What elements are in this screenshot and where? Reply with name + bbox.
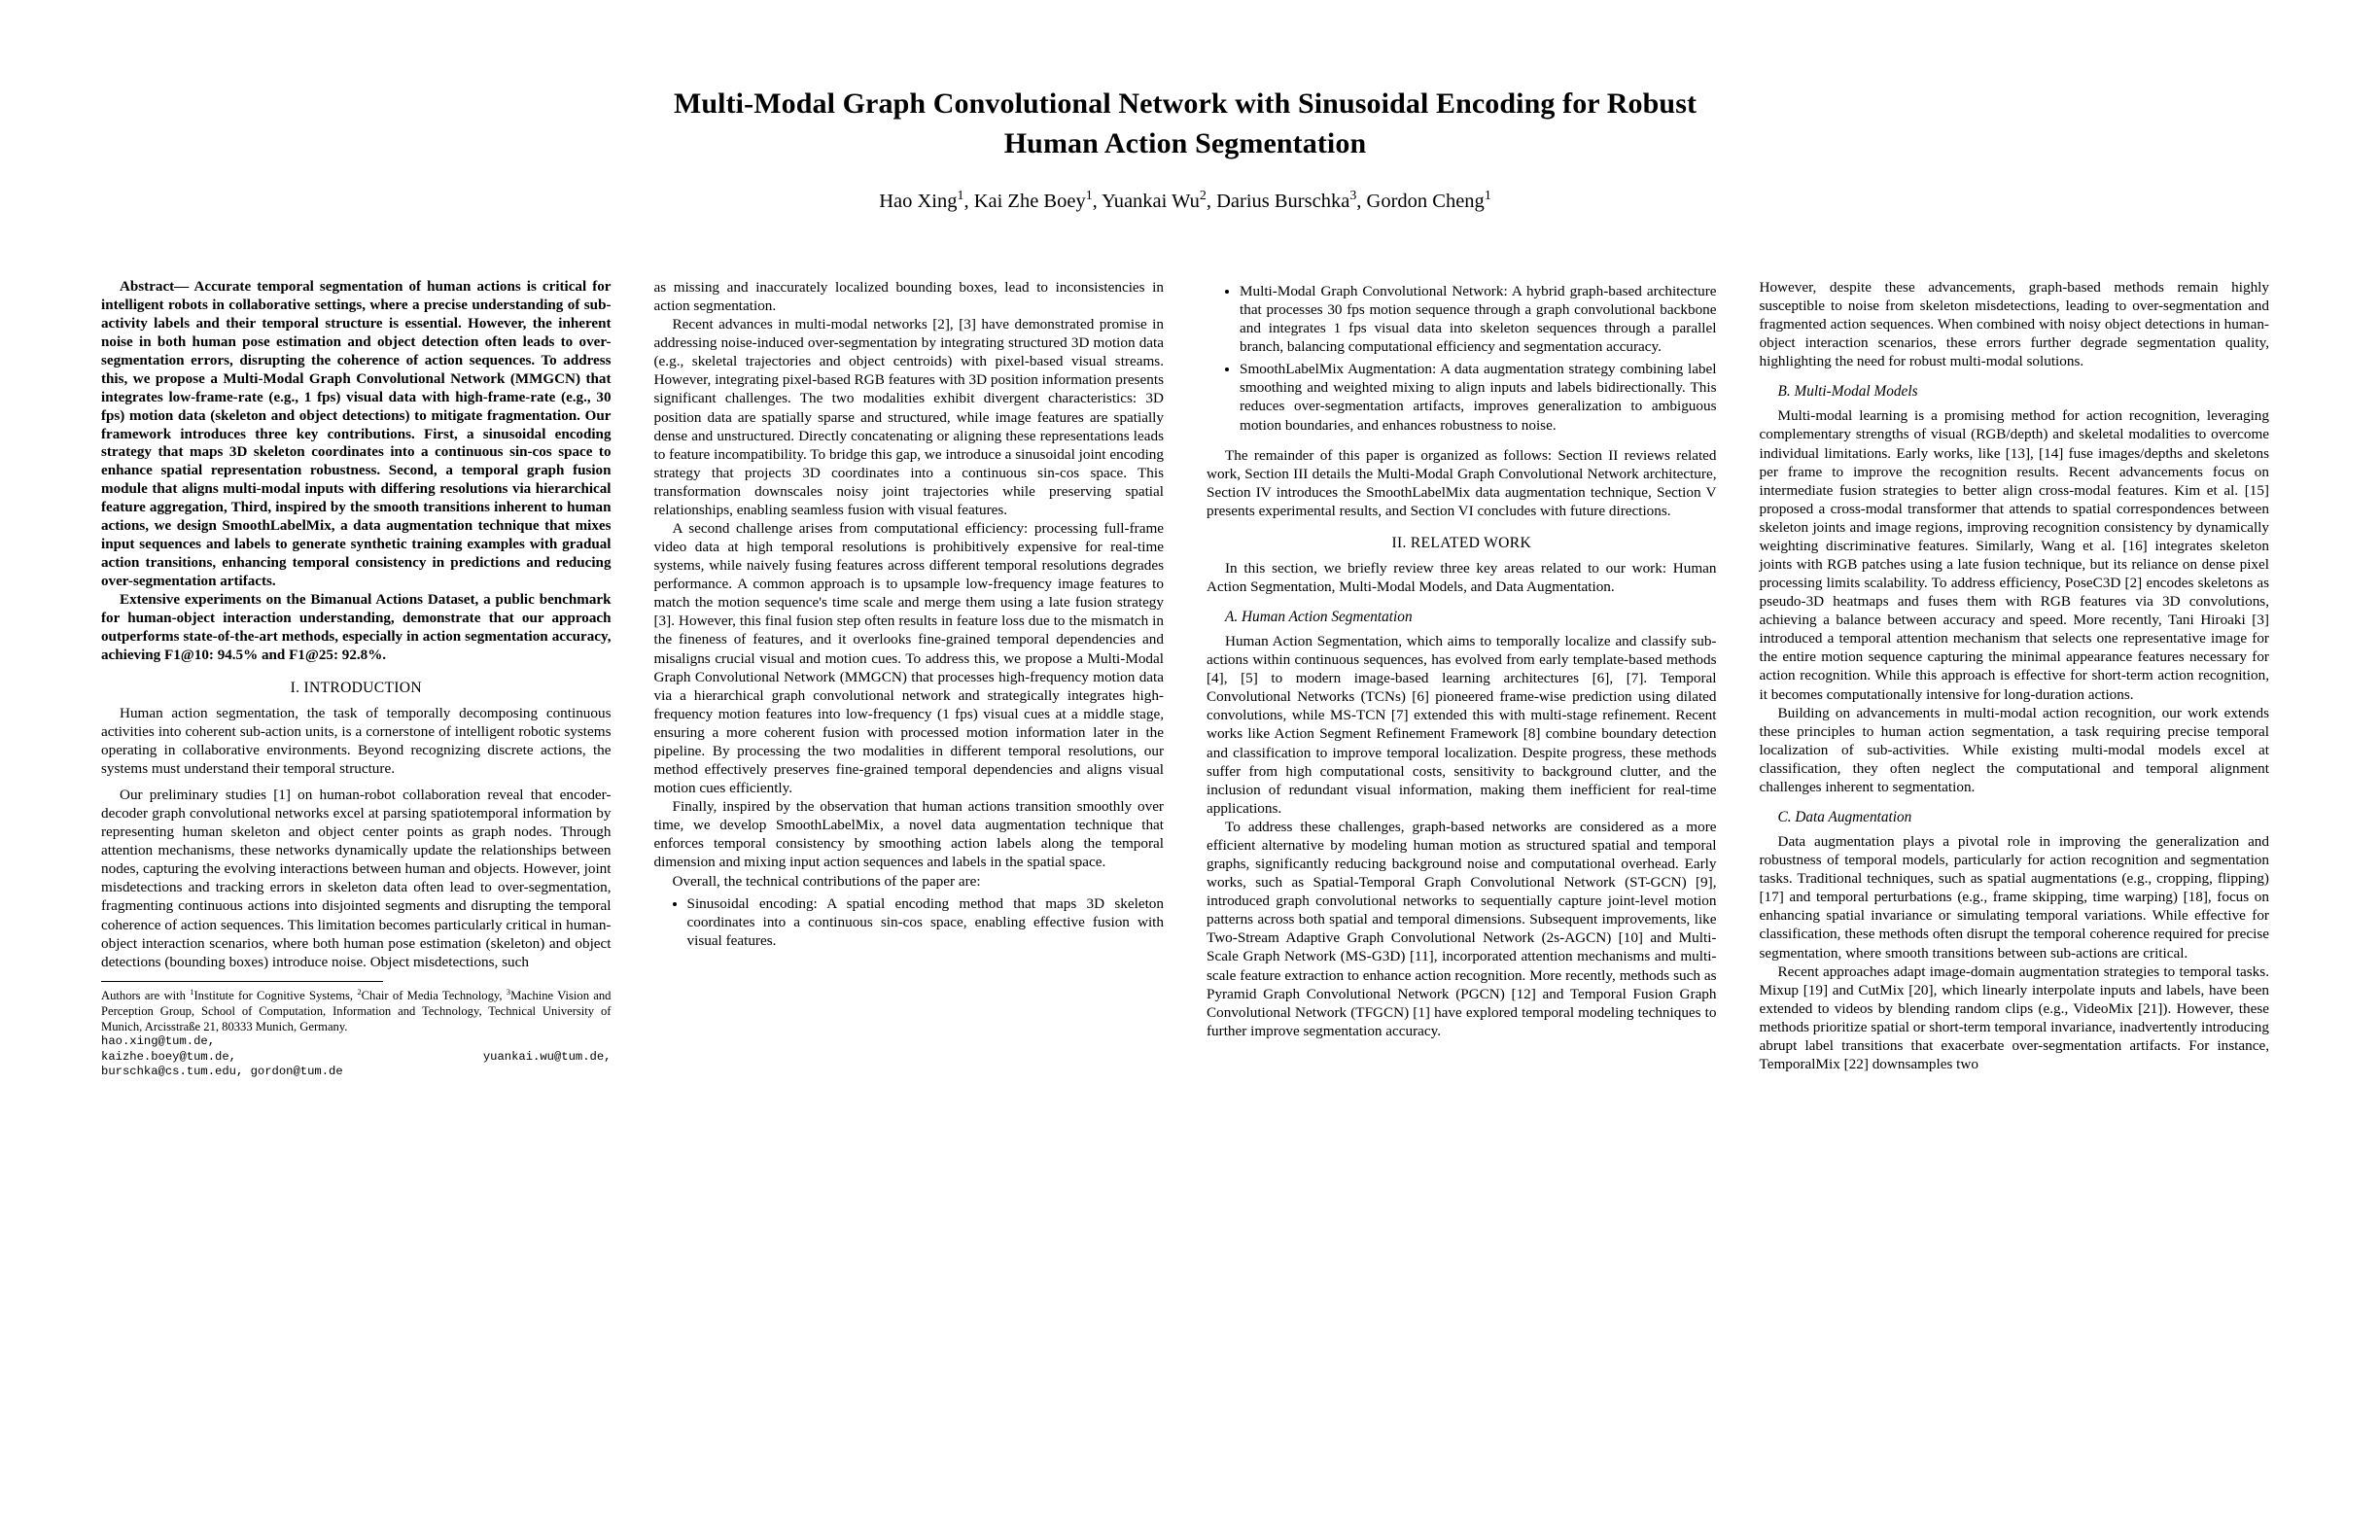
subsection-heading-multi-modal-models: B. Multi-Modal Models (1777, 383, 1918, 401)
column-2 (654, 278, 1165, 1079)
col4-paragraph-3: Building on advancements in multi-modal action recognition, our work extends these principles to human action segmentation, a task requiring precise temporal localization of sub-activities. While existing multi-modal models excel at classification, they often neglect the computational and temporal alignment challenges inherent to segmentation. (1759, 704, 2269, 795)
list-item: • Multi-Modal Graph Convolutional Network: A hybrid graph-based architecture that processes 30 fps motion sequence through a graph convolutional backbone and integrates 1 fps visual data into skeleton sequences through a parallel branch, balancing computational efficiency and segmentation accuracy. (1240, 282, 1717, 356)
section-heading-related-work: II. RELATED WORK (1391, 534, 1532, 551)
abstract-paragraph-1: Abstract— Accurate temporal segmentation of human actions is critical for intelligent robots in collaborative settings, where a precise understanding of sub-activity labels and their temporal structure is essential. However, the inherent noise in both human pose estimation and object detection often leads to over-segmentation errors, disrupting the coherence of action sequences. To address this, we propose a Multi-Modal Graph Convolutional Network (MMGCN) that integrates low-frame-rate (e.g., 1 fps) visual data with high-frame-rate (e.g., 30 fps) motion data (skeleton and object detections) to mitigate fragmentation. Our framework introduces three key contributions. First, a sinusoidal encoding strategy that maps 3D skeleton coordinates into a continuous sin-cos space to enhance spatial representation robustness. Second, a temporal graph fusion module that aligns multi-modal inputs with differing resolutions via hierarchical feature aggregation, Third, inspired by the smooth transitions inherent to human actions, we design SmoothLabelMix, a data augmentation technique that mixes input sequences and labels to generate synthetic training examples with gradual action transitions, enhancing temporal consistency in predictions and reducing over-segmentation artifacts. (101, 279, 612, 589)
col2-paragraph-3: A second challenge arises from computational efficiency: processing full-frame video data at high temporal resolutions is prohibitively expensive for real-time systems, while naively fusing features across different temporal resolutions degrades performance. A common approach is to upsample low-frequency image features to match the motion sequence's time scale and merge them using a late fusion strategy [3]. However, this final fusion step often results in feature loss due to the mismatch in the fineness of features, and it overlooks fine-grained temporal dependencies and misaligns crucial visual and motion cues. To address this, we propose a Multi-Modal Graph Convolutional Network (MMGCN) that processes high-frequency motion data via a hierarchical graph convolutional network and strategically integrates high-frequency motion features into low-frequency (1 fps) visual cues at a middle stage, ensuring a more coherent fusion with processed motion information later in the pipeline. By processing the two modalities in different temporal resolutions, our method effectively preserves fine-grained temporal dependencies and aligns visual motion cues efficiently. (653, 520, 1164, 797)
col4-paragraph-1: However, despite these advancements, graph-based methods remain highly susceptible to noise from skeleton misdetections, leading to over-segmentation and fragmented action sequences. When combined with noisy object detections in human-object interaction scenarios, these errors further degrade segmentation quality, highlighting the need for robust multi-modal solutions. (1759, 279, 2269, 370)
col2-paragraph-4: Finally, inspired by the observation that human actions transition smoothly over time, we develop SmoothLabelMix, a novel data augmentation technique that enforces temporal consistency by smoothing action labels along the temporal dimension and mixing input action sequences and labels in the spatial space. (653, 798, 1164, 871)
intro-paragraph-2: Our preliminary studies [1] on human-robot collaboration reveal that encoder-decoder graph convolutional networks excel at parsing spatiotemporal information by representing human skeleton and object center points as graph nodes. Through attention mechanisms, these networks dynamically update the relationships between nodes, capturing the evolving interactions between human and objects. However, joint misdetections and tracking errors in skeleton data often lead to over-segmentation, fragmenting continuous actions into disjointed segments and disrupting the temporal coherence of action sequences. This limitation becomes particularly critical in human-object interaction scenarios, where both human pose estimation (skeleton) and object detections (bounding boxes) introduce noise. Object misdetections, such (101, 787, 612, 970)
abstract-paragraph-2: Extensive experiments on the Bimanual Actions Dataset, a public benchmark for human-object interaction understanding, demonstrate that our approach outperforms state-of-the-art methods, especially in action segmentation accuracy, achieving F1@10: 94.5% and F1@25: 92.8%. (101, 591, 612, 663)
footnote-divider (101, 981, 383, 982)
author-affiliation-footnote: Authors are with $^1$Institute for Cognitive Systems, $^2$Chair of Media Technology, $^3$Machine Vision and Perception Group, School of Computation, Information and Technology, Technical University of Munich, Arcisstraße 21, 80333 Munich, Germany. (101, 986, 612, 1033)
author-email-3: yuankai.wu@tum.de, (482, 1049, 612, 1064)
author-email-2: kaizhe.boey@tum.de, (101, 1049, 236, 1064)
column-container (101, 278, 2269, 1079)
section-heading-introduction: I. INTRODUCTION (290, 679, 422, 696)
contribution-list-part-2 (1207, 282, 1717, 435)
col4-paragraph-2: Multi-modal learning is a promising method for action recognition, leveraging complementary strengths of visual (RGB/depth) and skeletal modalities to overcome individual limitations. Early works, like [13], [14] fuse images/depths and skeletons per frame to improve the recognition results. Recent advancements focus on intermediate fusion strategies to better align cross-modal features. Kim et al. [15] proposed a cross-modal transformer that attends to spatial correspondences between skeleton joints and image regions, improving recognition consistency by dynamically weighting discriminative features. Similarly, Wang et al. [16] integrates skeleton joints with RGB patches using a late fusion technique, but its reliance on dense pixel processing limits scalability. To address efficiency, PoseC3D [2] encodes skeletons as pseudo-3D heatmaps and fuses them with RGB features via 3D convolutions, achieving a balance between accuracy and speed. More recently, Tani Hiroaki [3] introduced a temporal attention mechanism that selects one representative image for the entire motion sequence capturing the minimal appearance features necessary for action recognition. While this approach is effective for short-term action recognition, it becomes computationally intensive for long-duration actions. (1759, 407, 2269, 703)
contribution-list-part-1 (654, 894, 1165, 950)
column-4 (1760, 278, 2270, 1079)
list-item: • Sinusoidal encoding: A spatial encoding method that maps 3D skeleton coordinates into a continuous sin-cos space, enabling effective fusion with visual features. (687, 894, 1165, 950)
col2-paragraph-1: as missing and inaccurately localized bounding boxes, lead to inconsistencies in action segmentation. (653, 279, 1164, 315)
col4-paragraph-4: Data augmentation plays a pivotal role in improving the generalization and robustness of temporal models, particularly for action recognition and segmentation tasks. Traditional techniques, such as spatial augmentations (e.g., cropping, flipping) [17] and temporal perturbations (e.g., frame skipping, time warping) [18], focus on enhancing spatial invariance or simulating temporal variations. While effective for classification, these methods often disrupt the temporal coherence required for precise segmentation, where smooth transitions between sub-actions are critical. (1759, 833, 2269, 962)
col3-paragraph-4: To address these challenges, graph-based networks are considered as a more efficient alternative by modeling human motion as structured spatial and temporal graphs, significantly reducing background noise and computational overhead. Early works, such as Spatial-Temporal Graph Convolutional Network (ST-GCN) [9], introduced graph convolutional networks to sequentially capture joint-level motion patterns across both spatial and temporal dimensions. Subsequent improvements, like Two-Stream Adaptive Graph Convolutional Network (2s-AGCN) [10] and Multi-Scale Graph Network (MS-G3D) [11], incorporated attention mechanisms and multi-scale feature extraction to enhance action recognition. More recently, methods such as Pyramid Graph Convolutional Network (PGCN) [12] and Temporal Fusion Graph Convolutional Network (TFGCN) [1] have explored temporal modeling techniques to further improve segmentation accuracy. (1207, 818, 1717, 1039)
col4-paragraph-5: Recent approaches adapt image-domain augmentation strategies to temporal tasks. Mixup [19] and CutMix [20], which linearly interpolate inputs and labels, have been extended to videos by blending random clips (e.g., VideoMix [21]). However, these methods prioritize spatial or short-term temporal invariance, inadvertently introducing abrupt label transitions that exacerbate over-segmentation artifacts. For instance, TemporalMix [22] downsamples two (1759, 962, 2269, 1072)
paper-content (101, 84, 2269, 1464)
abstract-block (101, 278, 612, 665)
col3-paragraph-1: The remainder of this paper is organized as follows: Section II reviews related work, Section III details the Multi-Modal Graph Convolutional Network architecture, Section IV introduces the SmoothLabelMix data augmentation technique, Section V presents experimental results, and Section VI concludes with future directions. (1207, 446, 1717, 519)
col2-paragraph-2: Recent advances in multi-modal networks [2], [3] have demonstrated promise in addressing noise-induced over-segmentation by integrating structured 3D motion data (e.g., skeletal trajectories and object centroids) with pixel-based visual streams. However, integrating pixel-based RGB features with 3D position information presents significant challenges. The two modalities exhibit divergent characteristics: 3D position data are spatially sparse and structured, while image features are spatially dense and unstructured. Directly concatenating or aligning these representations leads to feature incompatibility. To bridge this gap, we introduce a sinusoidal joint encoding strategy that projects 3D coordinates into a continuous sin-cos space. This transformation downscales noisy joint trajectories while preserving spatial relationships, enabling seamless fusion with visual features. (653, 316, 1164, 518)
column-1 (101, 278, 612, 1079)
column-3 (1207, 278, 1717, 1079)
list-item: • SmoothLabelMix Augmentation: A data augmentation strategy combining label smoothing and weighted mixing to align inputs and labels bidirectionally. This reduces over-segmentation artifacts, improves generalization to ambiguous motion boundaries, and enhances robustness to noise. (1240, 360, 1717, 434)
col3-paragraph-2: In this section, we briefly review three key areas related to our work: Human Action Segmentation, Multi-Modal Models, and Data Augmentation. (1207, 559, 1717, 596)
author-email-4: burschka@cs.tum.edu, gordon@tum.de (101, 1065, 343, 1079)
subsection-heading-human-action-segmentation: A. Human Action Segmentation (1225, 609, 1413, 626)
col2-paragraph-5: Overall, the technical contributions of the paper are: (672, 872, 981, 890)
page-title: Multi-Modal Graph Convolutional Network with Sinusoidal Encoding for Robust Human Action Segmentation (673, 88, 1698, 160)
subsection-heading-data-augmentation: C. Data Augmentation (1777, 809, 1912, 826)
author-list: Hao Xing$^1$, Kai Zhe Boey$^1$, Yuankai Wu$^2$, Darius Burschka$^3$, Gordon Cheng$^1$ (879, 188, 1491, 212)
intro-paragraph-1: Human action segmentation, the task of temporally decomposing continuous activities into coherent sub-action units, is a cornerstone of intelligent robotic systems operating in collaborative environments. Beyond recognizing discrete actions, the systems must understand their temporal structure. (101, 704, 612, 777)
col3-paragraph-3: Human Action Segmentation, which aims to temporally localize and classify sub-actions within continuous sequences, has evolved from early template-based methods [4], [5] to modern image-based learning architectures [6], [7]. Temporal Convolutional Networks (TCNs) [6] pioneered frame-wise prediction using dilated convolutions, while MS-TCN [7] extended this with multi-stage refinement. Recent works like Action Segment Refinement Framework [8] combine boundary detection and classification to improve temporal localization. Despite progress, these methods suffer from high computational costs, sensitivity to background clutter, and the inclusion of redundant visual information, making them inefficient for real-time applications. (1207, 633, 1717, 817)
author-email-1: hao.xing@tum.de, (101, 1034, 216, 1049)
